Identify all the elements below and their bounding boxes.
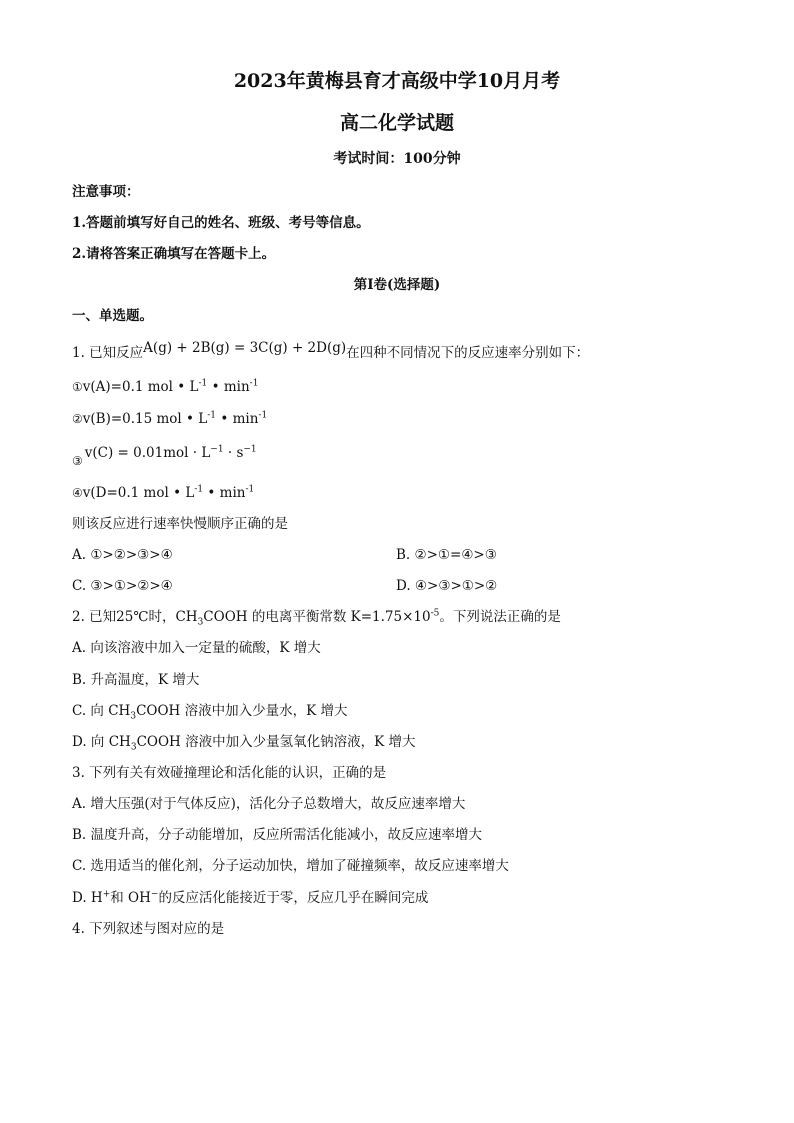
exam-time: 考试时间：100分钟	[333, 151, 461, 167]
q1-suffix: 在四种不同情况下的反应速率分别如下：	[346, 345, 590, 361]
q2-option-d: D. 向 $CH_3COOH$ 溶液中加入少量氢氧化钠溶液，K 增大	[72, 734, 416, 753]
q1-option-d: D. ④>③>①>②	[396, 578, 498, 594]
question-1-stem	[72, 340, 590, 362]
q3-option-c: C. 选用适当的催化剂，分子运动加快，增加了碰撞频率，故反应速率增大	[72, 858, 509, 874]
notes-heading: 注意事项：	[72, 184, 140, 200]
q1-option-b: B. ②>①=④>③	[396, 547, 497, 563]
q1-rate-4: ④v(D=0.1 mol • $L^{-1}$ • $\min^{-1}$	[72, 484, 255, 501]
q1-option-c: C. ③>①>②>④	[72, 578, 173, 594]
q1-prefix: 1. 已知反应	[72, 345, 144, 361]
q2-option-b: B. 升高温度，K 增大	[72, 672, 200, 688]
q1-option-a: A. ①>②>③>④	[72, 547, 173, 563]
question-2-stem: 2. 已知25℃时，$CH_3COOH$ 的电离平衡常数 $K=1.75\times 10^{-5}$。下列说法正确的是	[72, 608, 561, 628]
q2-option-c: C. 向 $CH_3COOH$ 溶液中加入少量水，K 增大	[72, 703, 348, 722]
notes-item-1: 1.答题前填写好自己的姓名、班级、考号等信息。	[72, 215, 370, 231]
part-heading: 一、单选题。	[72, 308, 153, 324]
question-3-stem: 3. 下列有关有效碰撞理论和活化能的认识，正确的是	[72, 765, 387, 781]
q2-option-a: A. 向该溶液中加入一定量的硫酸，K 增大	[72, 640, 321, 656]
q1-rate-2: ②v(B)=0.15 mol • $L^{-1}$ • $\min^{-1}$	[72, 410, 268, 427]
q1-equation: A(g) + 2B(g) = 3C(g) + 2D(g)	[143, 340, 347, 356]
exam-subtitle: 高二化学试题	[339, 112, 454, 134]
exam-title: 2023年黄梅县育才高级中学10月月考	[233, 70, 561, 92]
q3-option-a: A. 增大压强(对于气体反应)，活化分子总数增大，故反应速率增大	[72, 796, 466, 812]
q3-option-b: B. 温度升高，分子动能增加，反应所需活化能减小，故反应速率增大	[72, 827, 483, 843]
q1-rate-3: ③ $v(C) = 0.01mol \cdot L^{-1} \cdot s^{-1}$	[72, 444, 257, 468]
notes-item-2: 2.请将答案正确填写在答题卡上。	[72, 246, 276, 262]
volume-heading: 第I卷(选择题)	[353, 277, 441, 293]
q1-stem-question: 则该反应进行速率快慢顺序正确的是	[72, 516, 288, 532]
question-4-stem: 4. 下列叙述与图对应的是	[72, 921, 225, 937]
q3-option-d: D. H+和 OH−的反应活化能接近于零，反应几乎在瞬间完成	[72, 889, 429, 906]
q1-rate-1: ①v(A)=0.1 mol • $L^{-1}$ • $\min^{-1}$	[72, 378, 259, 395]
